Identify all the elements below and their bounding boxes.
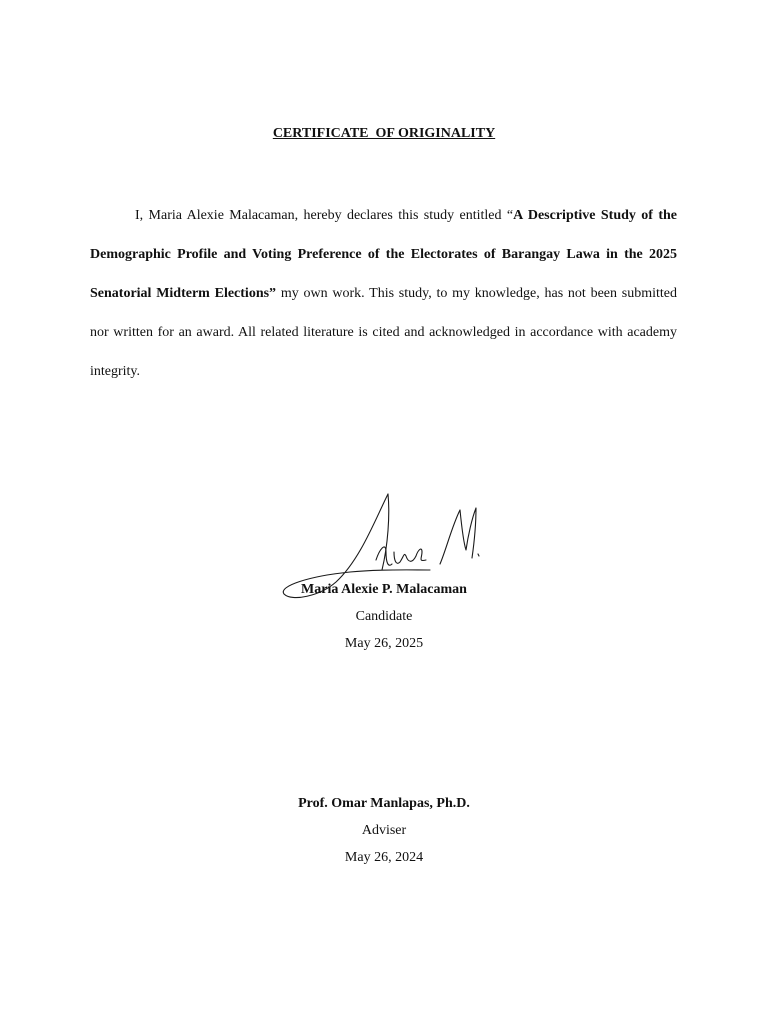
study-title: A Descriptive Study of the Demographic Profile and Voting Preference of the Electorates of Barangay Lawa in the 2025 Senatorial Midterm Elections” bbox=[90, 208, 677, 301]
adviser-date: May 26, 2024 bbox=[344, 850, 424, 865]
candidate-role: Candidate bbox=[355, 609, 413, 624]
certificate-statement bbox=[90, 196, 677, 391]
adviser-name: Prof. Omar Manlapas, Ph.D. bbox=[298, 796, 470, 811]
adviser-role: Adviser bbox=[361, 823, 407, 838]
statement-rest: my own work. This study, to my knowledge, has not been submitted nor written for an award. All related literature is cited and acknowledged in accordance with academy integrity. bbox=[90, 286, 677, 379]
candidate-date: May 26, 2025 bbox=[344, 636, 424, 651]
statement-intro: I, Maria Alexie Malacaman, hereby declares this study entitled “ bbox=[135, 208, 514, 223]
candidate-signature-block bbox=[0, 576, 768, 657]
candidate-name: Maria Alexie P. Malacaman bbox=[301, 582, 467, 597]
adviser-signature-block bbox=[0, 790, 768, 871]
certificate-title: CERTIFICATE OF ORIGINALITY bbox=[272, 126, 496, 141]
